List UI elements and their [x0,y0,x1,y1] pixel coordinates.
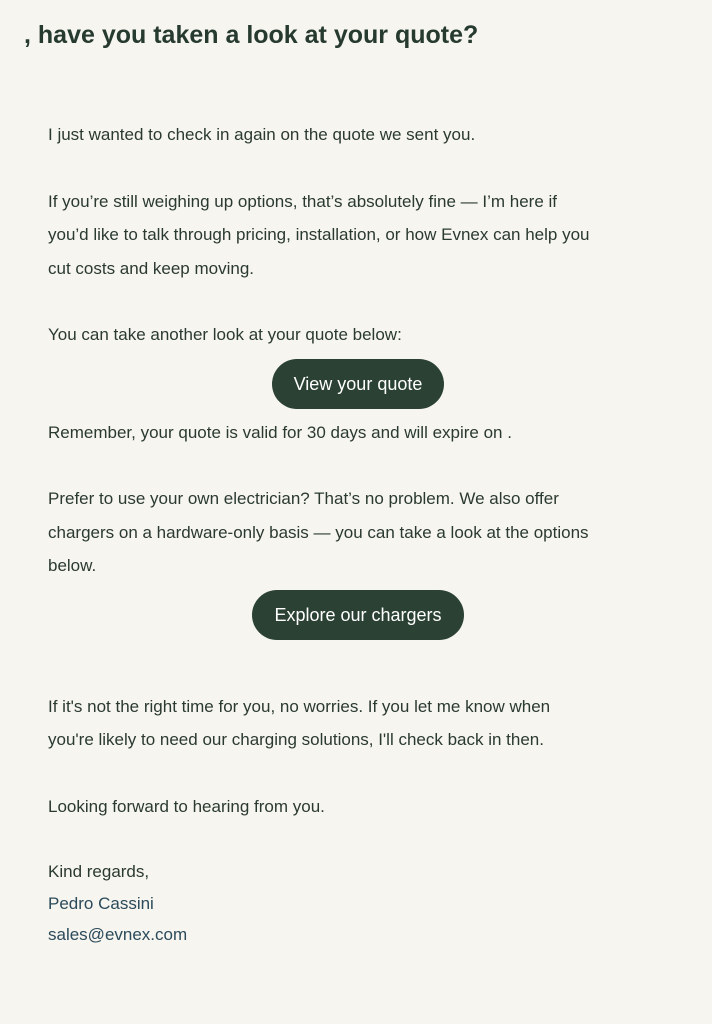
paragraph-quote-intro: You can take another look at your quote below: [48,325,402,344]
email-body [48,118,668,951]
quote-button-row [48,359,668,409]
sender-email-link[interactable]: sales@evnex.com [48,925,188,944]
paragraph-looking-forward: Looking forward to hearing from you. [48,796,325,816]
explore-chargers-button[interactable]: Explore our chargers [252,590,463,640]
paragraph-options [48,185,668,286]
paragraph-not-right-time-line: you're likely to need our charging solutions, I'll check back in then. [48,730,544,749]
paragraph-expiry: Remember, your quote is valid for 30 days and will expire on . [48,422,512,442]
paragraph-own-electrician-line: chargers on a hardware-only basis — you can take a look at the options [48,522,589,542]
paragraph-options-line: If you’re still weighing up options, that’s absolutely fine — I’m here if [48,191,558,211]
signature [48,856,668,951]
paragraph-own-electrician [48,482,668,583]
closing-text: Kind regards, [48,862,150,881]
chargers-button-row [48,590,668,640]
paragraph-options-line: you’d like to talk through pricing, installation, or how Evnex can help you [48,225,590,244]
email-headline: , have you taken a look at your quote? [24,21,479,49]
paragraph-own-electrician-line: below. [48,556,97,575]
sender-name: Pedro Cassini [48,893,154,913]
paragraph-not-right-time-line: If it's not the right time for you, no worries. If you let me know when [48,696,551,716]
paragraph-not-right-time [48,690,668,757]
paragraph-options-line: cut costs and keep moving. [48,258,255,278]
view-quote-button[interactable]: View your quote [272,359,445,409]
paragraph-own-electrician-line: Prefer to use your own electrician? That’s no problem. We also offer [48,489,559,508]
paragraph-check-in: I just wanted to check in again on the quote we sent you. [48,125,476,144]
